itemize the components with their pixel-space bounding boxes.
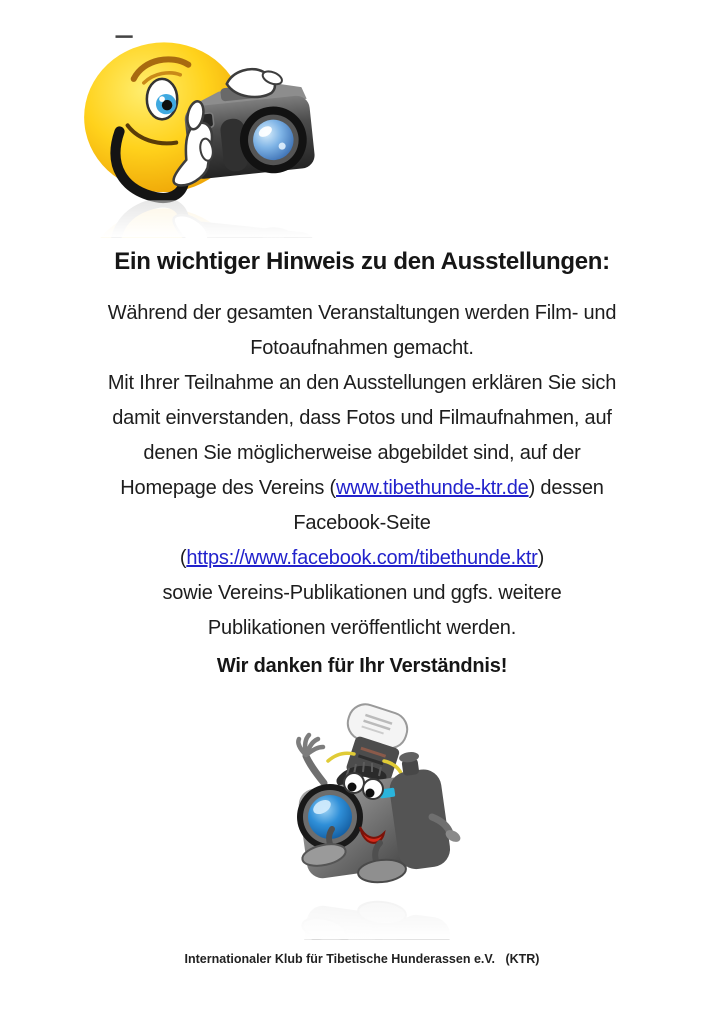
notice-line-4: damit einverstanden, dass Fotos und Filmaufnahmen, auf: [112, 407, 612, 429]
homepage-link[interactable]: www.tibethunde-ktr.de: [336, 477, 529, 499]
notice-line-6: [0, 471, 724, 506]
footer-club-name: Internationaler Klub für Tibetische Hunderassen e.V. (KTR): [184, 952, 540, 966]
notice-line-8: [0, 541, 724, 576]
facebook-link[interactable]: https://www.facebook.com/tibethunde.ktr: [186, 547, 538, 569]
notice-line-3: Mit Ihrer Teilnahme an den Ausstellungen erklären Sie sich: [107, 372, 617, 394]
camera-mascot-illustration: [272, 698, 472, 940]
notice-line-10: Publikationen veröffentlicht werden.: [207, 617, 517, 639]
notice-line-9: sowie Vereins-Publikationen und ggfs. weitere: [162, 582, 562, 604]
notice-line-2: Fotoaufnahmen gemacht.: [250, 337, 474, 359]
thanks-line: Wir danken für Ihr Verständnis!: [216, 655, 508, 677]
smiley-camera-icon: [73, 30, 331, 238]
page-title: Ein wichtiger Hinweis zu den Ausstellungen:: [114, 248, 610, 275]
homepage-link-prefix: Homepage des Vereins (: [120, 477, 337, 499]
facebook-link-suffix: ): [537, 547, 545, 569]
notice-line-5: denen Sie möglicherweise abgebildet sind, auf der: [143, 442, 581, 464]
homepage-link-suffix: ) dessen: [528, 477, 604, 499]
camera-mascot-icon: [272, 698, 472, 940]
notice-line-1: Während der gesamten Veranstaltungen werden Film- und: [107, 302, 617, 324]
facebook-link-prefix: (: [179, 547, 187, 569]
smiley-photographer-illustration: [73, 30, 331, 238]
notice-paragraph: [0, 296, 724, 646]
notice-line-7: Facebook-Seite: [293, 512, 431, 534]
